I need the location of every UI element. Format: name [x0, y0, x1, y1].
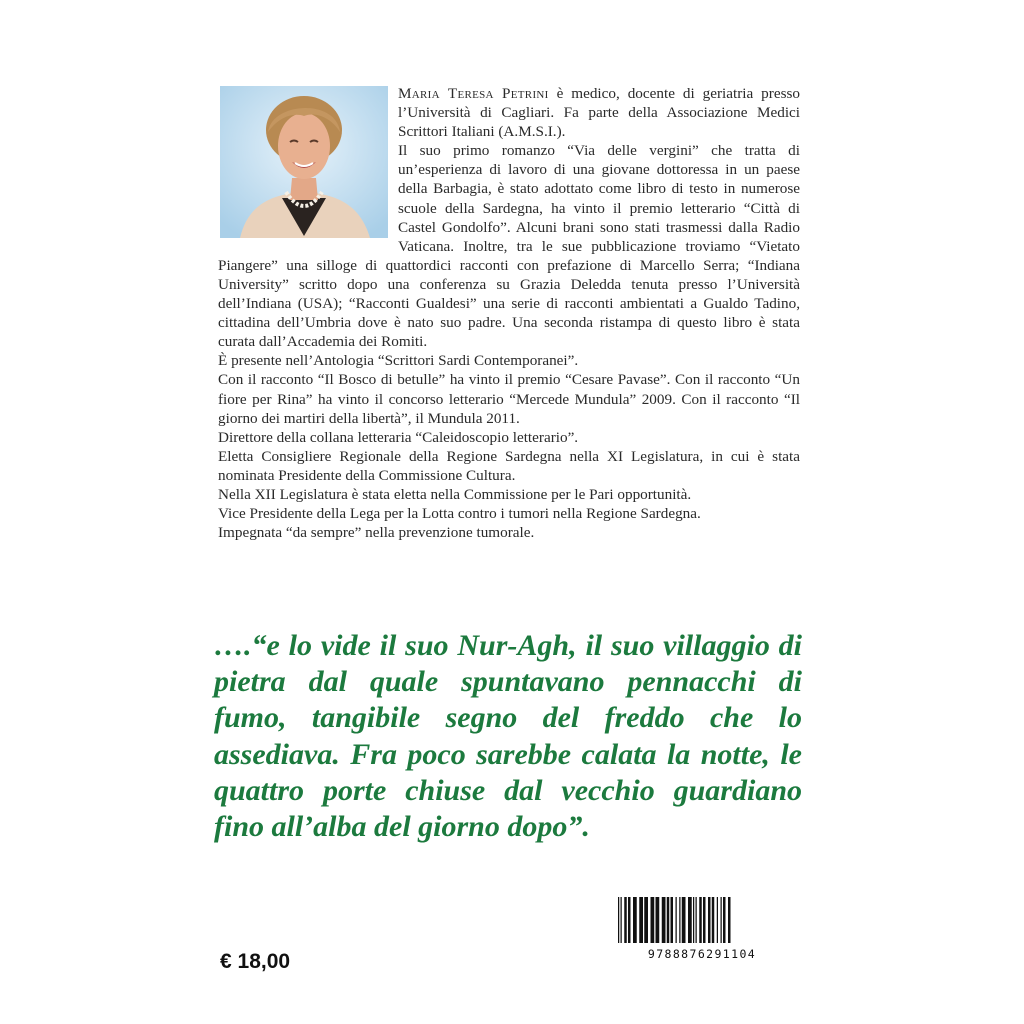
bio-anthology: È presente nell’Antologia “Scrittori Sardi Contemporanei”. — [218, 352, 579, 370]
bio-council: Eletta Consigliere Regionale della Regione Sardegna nella XI Legislatura, in cui è stata nominata Presidente della Commissione Cultura. — [218, 447, 800, 484]
barcode-bar — [628, 897, 631, 943]
barcode-bar — [671, 897, 674, 943]
barcode-bar — [644, 897, 648, 943]
bio-intro: è medico, docente di geriatria presso l’Università di Cagliari. Fa parte della Associazione Medici Scrittori Italiani (A.M.S.I.). — [398, 85, 800, 141]
barcode-bar — [667, 897, 670, 943]
barcode-bar — [721, 897, 722, 943]
barcode-bar — [696, 897, 697, 943]
barcode-bar — [651, 897, 655, 943]
barcode-bar — [699, 897, 702, 943]
bio-commission: Nella XII Legislatura è stata eletta nella Commissione per le Pari opportunità. — [218, 485, 692, 503]
barcode-bar — [703, 897, 706, 943]
bio-prevention: Impegnata “da sempre” nella prevenzione tumorale. — [218, 524, 535, 542]
author-name: Maria Teresa Petrini — [398, 85, 549, 102]
barcode-bar — [621, 897, 622, 943]
book-excerpt-quote — [214, 628, 802, 845]
barcode-bar — [693, 897, 694, 943]
barcode-bar — [712, 897, 715, 943]
bio-editor: Direttore della collana letteraria “Caleidoscopio letterario”. — [218, 428, 579, 446]
isbn-number: 9788876291104 — [647, 947, 757, 961]
barcode-bar — [618, 897, 619, 943]
bio-awards: Con il racconto “Il Bosco di betulle” ha vinto il premio “Cesare Pavase”. Con il racconto “Un fiore per Rina” ha vinto il concorso letterario “Mercede Mundula” 2009. Con il racconto “Il giorno dei martiri della libertà”, il Mundula 2011. — [218, 371, 800, 427]
barcode-bar — [656, 897, 660, 943]
barcode-bar — [708, 897, 711, 943]
barcode-bar — [676, 897, 677, 943]
author-biography — [218, 84, 800, 542]
barcode-bar — [728, 897, 731, 943]
barcode-bar — [633, 897, 637, 943]
barcode-bar — [662, 897, 666, 943]
barcode-bar — [717, 897, 718, 943]
barcode-bar — [682, 897, 686, 943]
barcode-bar — [723, 897, 726, 943]
barcode-bar — [679, 897, 680, 943]
price-label: € 18,00 — [220, 950, 291, 973]
barcode-bar — [688, 897, 692, 943]
barcode-bar — [624, 897, 627, 943]
isbn-barcode — [616, 897, 788, 975]
quote-text: ….“e lo vide il suo Nur-Agh, il suo villaggio di pietra dal quale spuntavano pennacchi di fumo, tangibile segno del freddo che lo assediava. Fra poco sarebbe calata la notte, le quattro porte chiuse dal vecchio guardiano fino all’alba del giorno dopo”. — [214, 629, 802, 844]
bio-league: Vice Presidente della Lega per la Lotta contro i tumori nella Regione Sardegna. — [218, 505, 701, 523]
bio-novel: Il suo primo romanzo “Via delle vergini” che tratta di un’esperienza di lavoro di una giovane dottoressa in un paese della Barbagia, è stato adottato come libro di testo in numerose scuole della Sardegna, ha vinto il premio letterario “Città di Castel Gondolfo”. Alcuni brani sono stati trasmessi dalla Radio Vaticana. Inoltre, tra le sue pubblicazione troviamo “Vietato Piangere” una silloge di quattordici racconti con prefazione di Marcello Serra; “Indiana University” scritto dopo una conferenza su Grazia Deledda tenuta presso l’Università dell’Indiana (USA); “Racconti Gualdesi” una serie di racconti ambientati a Gualdo Tadino, cittadina dell’Umbria dove è nato suo padre. Una seconda ristampa di questo libro è stata curata dall’Accademia dei Romiti. — [218, 142, 800, 351]
barcode-bar — [639, 897, 643, 943]
